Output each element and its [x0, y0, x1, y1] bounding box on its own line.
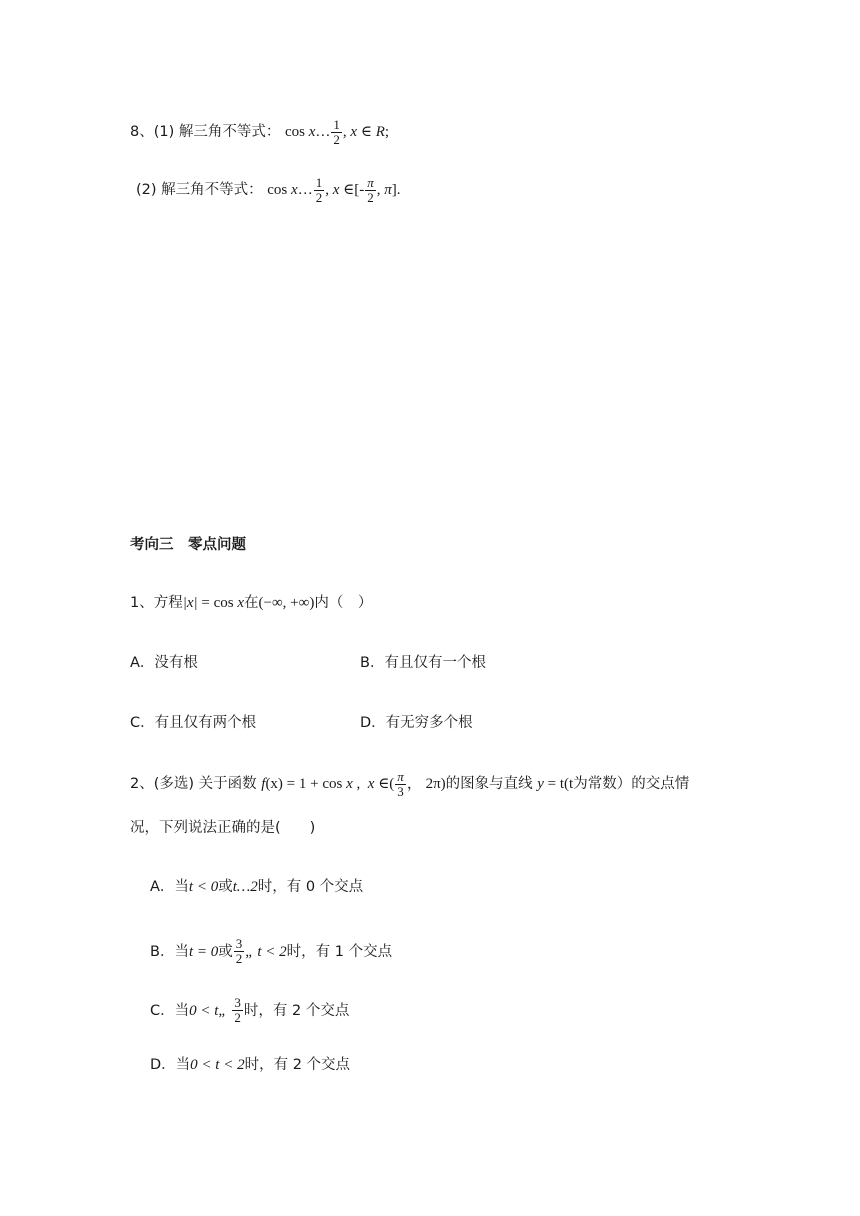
- q2-option-c: C．当0 < t„ $\frac{3}{2}$ 时，有 2 个交点: [150, 995, 350, 1026]
- q2-function: f(x) = 1 + cos x , x ∈( $\frac{\pi}{3}$ ， 2π): [261, 769, 446, 800]
- q1-option-d: D．有无穷多个根: [360, 715, 473, 731]
- q1-equation: |x| = cos x: [182, 595, 245, 611]
- q1-option-b: B．有且仅有一个根: [360, 655, 486, 671]
- q2-option-b: B．当t = 0或 $\frac{3}{2}$ „ t < 2时，有 1 个交点: [150, 936, 393, 967]
- q1-stem: 1、方程|x| = cos x在(−∞, +∞)内（ ）: [130, 595, 373, 611]
- q8-part2-math: cos x… $\frac{1}{2}$ , x ∈[- $\frac{\pi}{2}$ , π].: [267, 175, 401, 206]
- q2-option-a: A．当t < 0或t…2时，有 0 个交点: [150, 879, 364, 895]
- q8-part2: [136, 176, 400, 206]
- q8-part1-label: 8、(1) 解三角不等式：: [130, 124, 281, 141]
- q2-stem-line1: 2、(多选) 关于函数 f(x) = 1 + cos x , x ∈( $\frac{\pi}{3}$ ， 2π)的图象与直线 y = t(t为常数）的交点情: [130, 769, 690, 800]
- fraction: $\frac{3}{2}$: [235, 936, 243, 967]
- fraction: $\frac{\pi}{2}$: [367, 175, 374, 206]
- fraction: $\frac{1}{2}$: [333, 117, 340, 148]
- q2-option-d: D．当0 < t < 2时，有 2 个交点: [150, 1057, 351, 1073]
- q8-part1-math: cos x… $\frac{1}{2}$ , x ∈ R;: [284, 117, 390, 148]
- q1-option-a: A．没有根: [130, 655, 198, 671]
- q1-interval: (−∞, +∞): [258, 595, 315, 611]
- q2-stem-line2: 况，下列说法正确的是( ): [130, 820, 316, 836]
- section-title: 考向三 零点问题: [130, 537, 246, 553]
- q8-part2-label: (2) 解三角不等式：: [136, 182, 263, 199]
- fraction: $\frac{3}{2}$: [234, 995, 241, 1026]
- q8-part1: [130, 118, 389, 148]
- fraction: $\frac{\pi}{3}$: [397, 769, 404, 800]
- q1-option-c: C．有且仅有两个根: [130, 715, 257, 731]
- fraction: $\frac{1}{2}$: [315, 175, 323, 206]
